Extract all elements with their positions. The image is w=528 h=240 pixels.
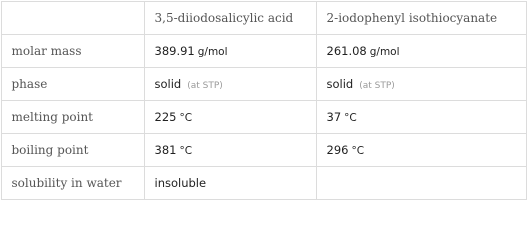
- column-header-diiodosalicylic-acid: 3,5-diiodosalicylic acid: [144, 1, 316, 34]
- qualifier: (at STP): [359, 80, 395, 91]
- cell-phase-c2: [316, 67, 526, 100]
- column-header-iodophenyl-isothiocyanate: 2-iodophenyl isothiocyanate: [316, 1, 526, 34]
- unit: °C: [344, 111, 357, 124]
- table-row: [1, 67, 526, 100]
- table-row: [1, 100, 526, 133]
- value: 389.91: [154, 43, 195, 58]
- unit: °C: [179, 144, 193, 157]
- table-row: [1, 34, 526, 67]
- corner-cell: [1, 1, 144, 34]
- row-label-boiling-point: boiling point: [1, 133, 144, 166]
- row-label-phase: phase: [1, 67, 144, 100]
- comparison-table: [1, 1, 527, 200]
- row-label-molar-mass: molar mass: [1, 34, 144, 67]
- cell-melting-point-c1: [144, 100, 316, 133]
- cell-solubility-c2: [316, 166, 526, 199]
- value: 261.08: [326, 43, 367, 58]
- value: 225: [154, 109, 177, 124]
- unit: g/mol: [197, 45, 228, 58]
- cell-phase-c1: [144, 67, 316, 100]
- value: solid: [154, 76, 182, 91]
- cell-boiling-point-c2: [316, 133, 526, 166]
- value: 296: [326, 142, 349, 157]
- row-label-melting-point: melting point: [1, 100, 144, 133]
- cell-melting-point-c2: [316, 100, 526, 133]
- unit: g/mol: [369, 45, 400, 58]
- value: 381: [154, 142, 177, 157]
- row-label-solubility-in-water: solubility in water: [1, 166, 144, 199]
- cell-solubility-c1: [144, 166, 316, 199]
- cell-molar-mass-c1: [144, 34, 316, 67]
- table-row: [1, 166, 526, 199]
- header-row: [1, 1, 526, 34]
- unit: °C: [179, 111, 193, 124]
- unit: °C: [351, 144, 365, 157]
- value: insoluble: [154, 175, 207, 190]
- cell-boiling-point-c1: [144, 133, 316, 166]
- value: 37: [326, 109, 342, 124]
- cell-molar-mass-c2: [316, 34, 526, 67]
- table-row: [1, 133, 526, 166]
- value: solid: [326, 76, 354, 91]
- qualifier: (at STP): [187, 80, 223, 91]
